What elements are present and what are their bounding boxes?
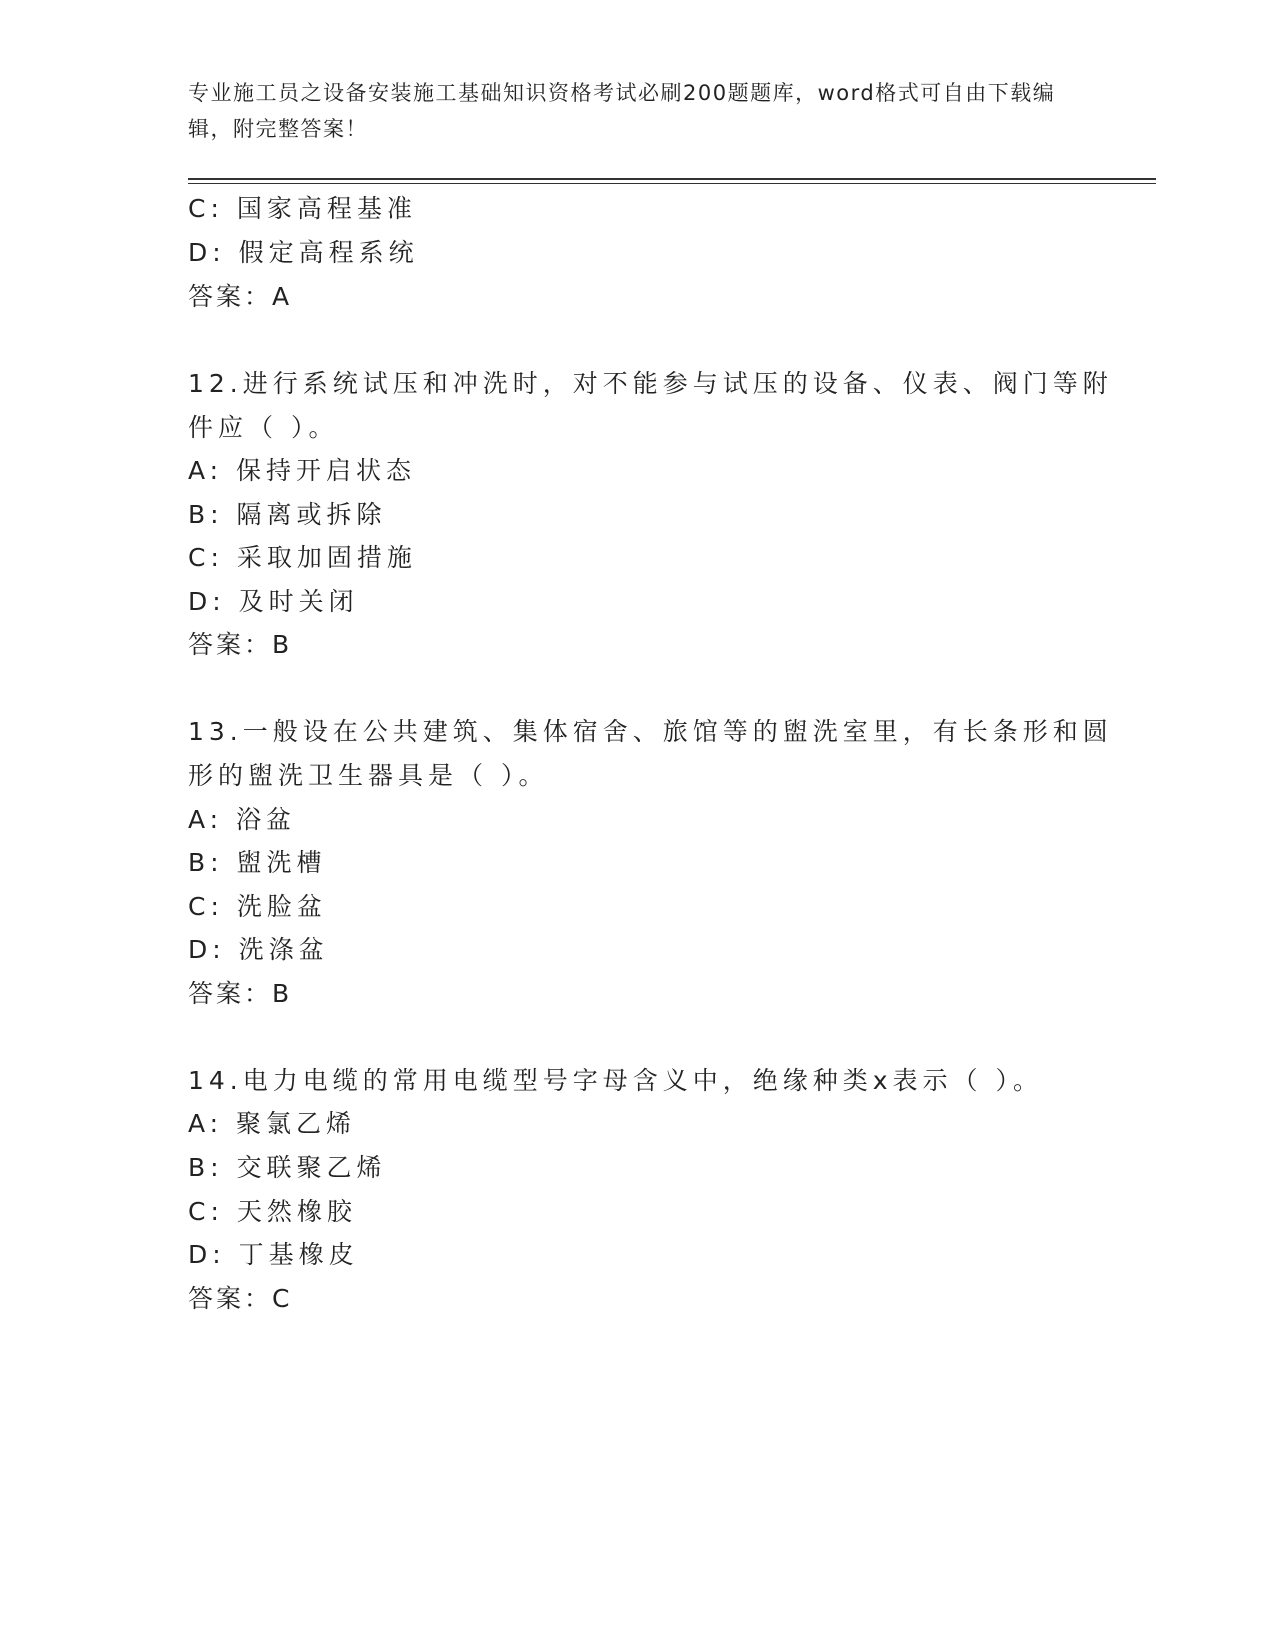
q11-answer: 答案：A <box>188 282 293 311</box>
header-divider-thick <box>188 178 1156 180</box>
q13-stem-line2: 形的盥洗卫生器具是（ ）。 <box>188 761 549 790</box>
q12-option-c: C: 采取加固措施 <box>188 543 417 572</box>
q14-option-d: D: 丁基橡皮 <box>188 1240 359 1269</box>
q14-option-a: A: 聚氯乙烯 <box>188 1109 357 1138</box>
header-divider-thin <box>188 183 1156 184</box>
q11-option-c: C: 国家高程基准 <box>188 194 417 223</box>
q12-option-b: B: 隔离或拆除 <box>188 500 387 529</box>
q14-answer: 答案：C <box>188 1284 293 1313</box>
q13-stem-line1: 13.一般设在公共建筑、集体宿舍、旅馆等的盥洗室里，有长条形和圆 <box>188 717 1113 746</box>
q13-answer: 答案：B <box>188 979 293 1008</box>
q14-option-c: C: 天然橡胶 <box>188 1197 357 1226</box>
document-header: 专业施工员之设备安装施工基础知识资格考试必刷200题题库，word格式可自由下载编辑，附完整答案！ <box>188 81 1056 141</box>
q12-option-d: D: 及时关闭 <box>188 587 359 616</box>
q11-option-d: D: 假定高程系统 <box>188 238 419 267</box>
q13-option-a: A: 浴盆 <box>188 805 297 834</box>
q13-option-b: B: 盥洗槽 <box>188 848 327 877</box>
q13-option-d: D: 洗涤盆 <box>188 935 329 964</box>
q12-stem-line2: 件应（ ）。 <box>188 413 339 442</box>
q13-option-c: C: 洗脸盆 <box>188 892 327 921</box>
q12-option-a: A: 保持开启状态 <box>188 456 417 485</box>
q12-stem-line1: 12.进行系统试压和冲洗时，对不能参与试压的设备、仪表、阀门等附 <box>188 369 1113 398</box>
q14-stem-line1: 14.电力电缆的常用电缆型号字母含义中，绝缘种类x表示（ ）。 <box>188 1066 1044 1095</box>
q14-option-b: B: 交联聚乙烯 <box>188 1153 387 1182</box>
q12-answer: 答案：B <box>188 630 293 659</box>
